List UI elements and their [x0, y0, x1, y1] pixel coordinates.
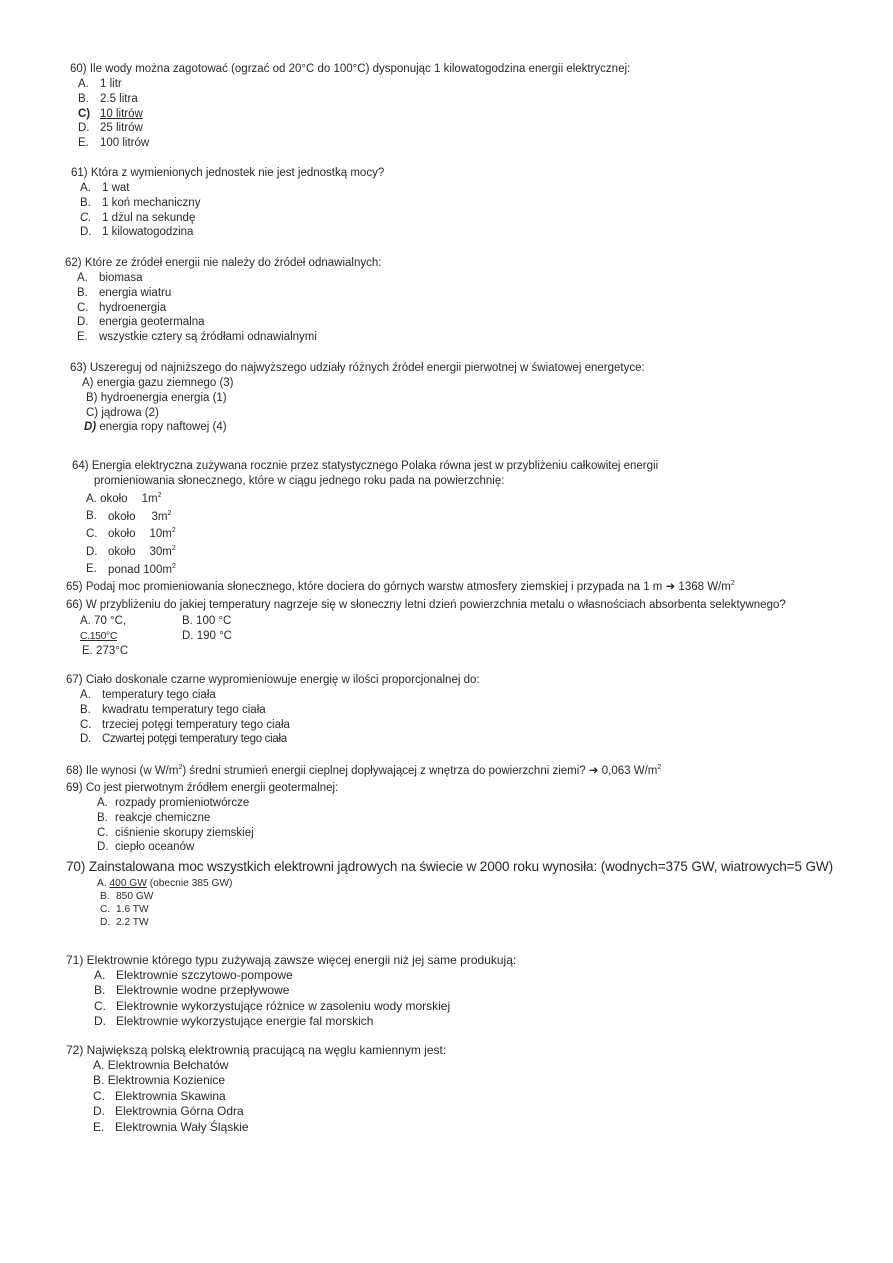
question-66-options: [80, 614, 786, 658]
question-64: [72, 459, 658, 577]
question-66-option-a: A. 70 °C,: [80, 615, 127, 627]
question-66-option-c: C.150°C: [80, 629, 118, 642]
question-70-option-d: D. 2.2 TW: [100, 917, 149, 928]
question-65-text: 65) Podaj moc promieniowania słonecznego, które dociera do górnych warstw atmosfery ziemskiej i przypada na 1 m: [66, 580, 663, 593]
question-62-option-d: D. energia geotermalna: [77, 316, 205, 329]
question-71: [66, 953, 516, 1030]
question-62-option-a: A. biomasa: [77, 272, 143, 284]
question-67: [66, 673, 480, 747]
question-64-option-a: A. około $1m^2$: [86, 492, 162, 505]
arrow-right-icon: ➜: [588, 764, 599, 777]
question-70-option-a: A. 400 GW (obecnie 385 GW): [97, 878, 233, 889]
question-66-option-d: D. 190 °C: [182, 629, 232, 642]
question-61-text: 61) Która z wymienionych jednostek nie jest jednostką mocy?: [71, 167, 385, 179]
question-72-option-d: D. Elektrownia Górna Odra: [93, 1104, 244, 1119]
question-64-option-d: D. około $30m^2$: [86, 544, 176, 558]
question-63-option-d: D) energia ropy naftowej (4): [84, 421, 227, 434]
question-61-option-a: A. 1 wat: [80, 182, 130, 194]
question-70-text: 70) Zainstalowana moc wszystkich elektrowni jądrowych na świecie w 2000 roku wynosiła: (wodnych=375 GW, wiatrowych=5 GW): [66, 859, 833, 874]
question-63-option-c: C) jądrowa (2): [86, 406, 159, 419]
question-69-text: 69) Co jest pierwotnym źródłem energii geotermalnej:: [66, 782, 339, 794]
question-62-option-e: E. wszystkie cztery są źródłami odnawialnymi: [77, 331, 317, 344]
question-70-option-c: C. 1.6 TW: [100, 904, 149, 915]
question-64-option-c: C. około $10m^2$: [86, 527, 176, 541]
question-60-option-d: D. 25 litrów: [78, 122, 143, 135]
question-66-option-e: E. 273°C: [82, 644, 129, 657]
question-72-text: 72) Największą polską elektrownią pracującą na węglu kamiennym jest:: [66, 1043, 447, 1057]
question-64-text: 64) Energia elektryczna zużywana rocznie przez statystycznego Polaka równa jest w przybliżeniu całkowitej energii: [72, 460, 659, 472]
question-71-option-b: B. Elektrownie wodne przepływowe: [94, 983, 290, 998]
question-60-option-e: E. 100 litrów: [78, 137, 150, 150]
question-61-option-d: D. 1 kilowatogodzina: [80, 226, 194, 239]
question-70: [66, 859, 833, 929]
question-61-option-c: C. 1 dżul na sekundę: [80, 211, 196, 224]
question-64-option-b: B. około $3m^2$: [86, 509, 172, 523]
question-67-option-d: D. Czwartej potęgi temperatury tego ciała: [80, 733, 287, 746]
question-66: [66, 598, 786, 658]
arrow-right-icon: ➜: [665, 580, 676, 593]
question-60-option-b: B. 2.5 litra: [78, 92, 138, 105]
question-62-option-c: C. hydroenergia: [77, 301, 167, 314]
question-71-option-d: D. Elektrownie wykorzystujące energie fal morskich: [94, 1014, 374, 1029]
question-67-option-a: A. temperatury tego ciała: [80, 689, 216, 701]
question-68: [66, 760, 661, 779]
question-63: [70, 361, 645, 435]
question-63-option-a: A) energia gazu ziemnego (3): [82, 377, 234, 389]
question-67-option-c: C. trzeciej potęgi temperatury tego ciała: [80, 718, 290, 731]
question-69-option-a: A. rozpady promieniotwórcze: [97, 797, 250, 809]
question-60: [70, 62, 630, 151]
question-66-text: 66) W przybliżeniu do jakiej temperatury nagrzeje się w słoneczny letni dzień powierzchnia metalu o własnościach absorbenta selektywnego?: [66, 599, 786, 611]
question-66-option-b: B. 100 °C: [182, 615, 232, 627]
question-70-option-b: B. 850 GW: [100, 891, 154, 902]
question-62-option-b: B. energia wiatru: [77, 286, 172, 299]
question-71-option-c: C. Elektrownie wykorzystujące różnice w zasoleniu wody morskiej: [94, 998, 451, 1013]
question-72-option-c: C. Elektrownia Skawina: [93, 1088, 226, 1103]
question-72-option-a: A. Elektrownia Bełchatów: [93, 1058, 229, 1072]
question-69: [66, 781, 338, 855]
question-60-text: 60) Ile wody można zagotować (ogrzać od 20°C do 100°C) dysponując 1 kilowatogodzina energii elektrycznej:: [70, 63, 631, 75]
question-72-option-b: B. Elektrownia Kozienice: [93, 1073, 226, 1088]
question-62: [65, 256, 381, 345]
question-65: [66, 576, 735, 595]
question-64-option-e: E. ponad $100m^2$: [86, 562, 176, 576]
question-65-answer: 1368 $W/m^2$: [678, 580, 735, 593]
question-69-option-b: B. reakcje chemiczne: [97, 811, 211, 824]
question-72-option-e: E. Elektrownia Wały Śląskie: [93, 1119, 249, 1134]
question-68-answer: 0,063 $W/m^2$: [601, 764, 662, 777]
question-69-option-d: D. ciepło oceanów: [97, 841, 195, 854]
question-71-text: 71) Elektrownie którego typu zużywają zawsze więcej energii niż jej same produkują:: [66, 953, 517, 967]
question-68-text: 68) Ile wynosi (w $W/m^2$) średni strumień energii cieplnej dopływającej z wnętrza do powierzchni ziemi?: [66, 764, 586, 777]
question-64-text-cont: promieniowania słonecznego, które w ciągu jednego roku pada na powierzchnię:: [94, 475, 505, 487]
question-71-option-a: A. Elektrownie szczytowo-pompowe: [94, 968, 293, 982]
question-72: [66, 1043, 446, 1135]
question-62-text: 62) Które ze źródeł energii nie należy do źródeł odnawialnych:: [65, 257, 382, 269]
question-67-text: 67) Ciało doskonale czarne wypromieniowuje energię w ilości proporcjonalnej do:: [66, 674, 480, 686]
question-60-option-c: C) 10 litrów: [78, 107, 143, 120]
question-61-option-b: B. 1 koń mechaniczny: [80, 196, 201, 209]
question-63-text: 63) Uszereguj od najniższego do najwyższego udziały różnych źródeł energii pierwotnej w światowej energetyce:: [70, 362, 645, 374]
question-61: [71, 166, 384, 240]
question-67-option-b: B. kwadratu temperatury tego ciała: [80, 703, 266, 716]
question-60-option-a: A. 1 litr: [78, 78, 122, 90]
question-63-option-b: B) hydroenergia energia (1): [86, 391, 227, 404]
question-69-option-c: C. ciśnienie skorupy ziemskiej: [97, 826, 254, 839]
